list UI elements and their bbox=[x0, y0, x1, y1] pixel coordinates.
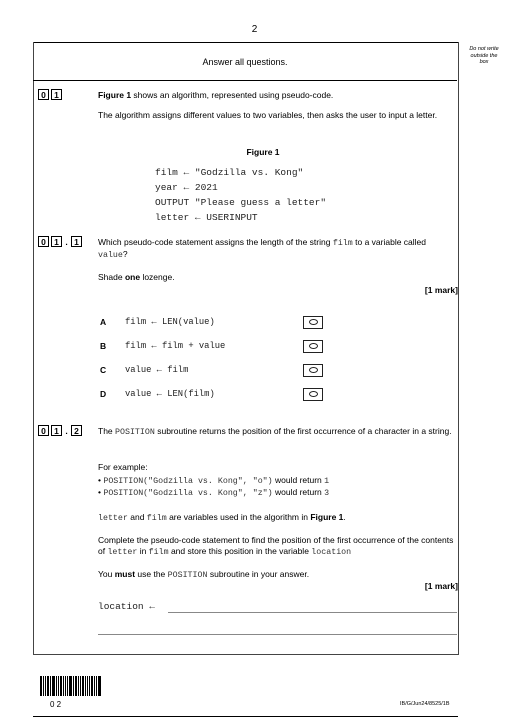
example-returns: would return bbox=[272, 487, 325, 497]
inline-code: POSITION bbox=[115, 428, 155, 437]
instruction-answer-all: Answer all questions. bbox=[202, 57, 288, 67]
barcode-bar bbox=[91, 676, 93, 696]
text-run: shows an algorithm, represented using pseudo-code. bbox=[131, 90, 334, 100]
question-number-01: 0 1 bbox=[38, 89, 64, 100]
text-run: must bbox=[114, 569, 136, 579]
text-run: lozenge. bbox=[140, 272, 175, 282]
q012-vars-note bbox=[98, 512, 458, 524]
inline-code: film bbox=[332, 239, 353, 248]
text-run: one bbox=[124, 272, 141, 282]
barcode-bar bbox=[75, 676, 77, 696]
example-returns: would return bbox=[272, 475, 325, 485]
q012-example-label: For example: bbox=[98, 462, 148, 472]
barcode bbox=[40, 676, 102, 696]
text-run: The bbox=[98, 426, 116, 436]
q012-task bbox=[98, 535, 456, 558]
bullet: • bbox=[98, 487, 104, 497]
q011-mark: [1 mark] bbox=[424, 285, 458, 295]
text-run: and bbox=[127, 512, 147, 522]
barcode-bar bbox=[40, 676, 42, 696]
barcode-bar bbox=[45, 676, 46, 696]
option-letter: C bbox=[100, 365, 107, 375]
barcode-bar bbox=[58, 676, 59, 696]
text-run: . bbox=[343, 512, 346, 522]
text-run: subroutine in your answer. bbox=[207, 569, 310, 579]
lozenge-oval bbox=[309, 367, 318, 373]
q01-intro bbox=[98, 90, 458, 101]
text-run: are variables used in the algorithm in bbox=[166, 512, 311, 522]
barcode-bar bbox=[89, 676, 90, 696]
barcode-bar bbox=[63, 676, 64, 696]
barcode-bar bbox=[60, 676, 62, 696]
barcode-bar bbox=[69, 676, 72, 696]
code-line: year ← 2021 bbox=[155, 182, 218, 193]
question-number-01-1: 0 1 . 1 bbox=[38, 236, 84, 247]
answer-lozenge[interactable] bbox=[303, 364, 323, 377]
barcode-bar bbox=[96, 676, 97, 696]
figure-1-code bbox=[155, 167, 326, 227]
example-call: POSITION("Godzilla vs. Kong", "z") bbox=[103, 489, 273, 498]
text-run: Figure 1 bbox=[310, 512, 344, 522]
option-letter: B bbox=[100, 341, 107, 351]
lozenge-oval bbox=[309, 391, 318, 397]
inline-code: letter bbox=[107, 548, 138, 557]
option-text: value ← LEN(film) bbox=[125, 389, 215, 399]
bottom-rule bbox=[33, 716, 458, 717]
inline-code: letter bbox=[98, 514, 128, 523]
barcode-bar bbox=[80, 676, 81, 696]
barcode-bar bbox=[56, 676, 57, 696]
inline-code: film bbox=[146, 514, 167, 523]
inline-code: value bbox=[98, 251, 123, 260]
option-row bbox=[100, 382, 340, 406]
barcode-bar bbox=[82, 676, 84, 696]
answer-lozenge[interactable] bbox=[303, 316, 323, 329]
barcode-bar bbox=[65, 676, 66, 696]
barcode-bar bbox=[78, 676, 79, 696]
answer-line[interactable] bbox=[98, 634, 457, 635]
answer-line[interactable] bbox=[168, 612, 457, 613]
option-text: value ← film bbox=[125, 365, 189, 375]
answer-prefix: location ← bbox=[98, 601, 156, 612]
barcode-bar bbox=[94, 676, 95, 696]
inline-code: film bbox=[148, 548, 169, 557]
q011-question bbox=[98, 237, 443, 261]
code-line: letter ← USERINPUT bbox=[155, 212, 258, 223]
text-run: subroutine returns the position of the first occurrence of a character in a string. bbox=[154, 426, 452, 436]
page-number: 2 bbox=[251, 24, 258, 35]
text-run: use the bbox=[135, 569, 168, 579]
q01-description: The algorithm assigns different values to two variables, then asks the user to input a letter. bbox=[98, 110, 438, 120]
code-line: film ← "Godzilla vs. Kong" bbox=[155, 167, 304, 178]
barcode-bar bbox=[85, 676, 86, 696]
text-run: Shade bbox=[98, 272, 125, 282]
text-run: ? bbox=[122, 249, 128, 259]
code-line: OUTPUT "Please guess a letter" bbox=[155, 197, 327, 208]
example-call: POSITION("Godzilla vs. Kong", "o") bbox=[103, 477, 273, 486]
question-number-01-2: 0 1 . 2 bbox=[38, 425, 84, 436]
barcode-bar bbox=[73, 676, 74, 696]
option-row bbox=[100, 334, 340, 358]
bullet: • bbox=[98, 475, 104, 485]
answer-lozenge[interactable] bbox=[303, 340, 323, 353]
text-run: Which pseudo-code statement assigns the length of the string bbox=[98, 237, 333, 247]
inline-code: POSITION bbox=[167, 571, 208, 580]
option-text: film ← LEN(value) bbox=[125, 317, 215, 327]
q012-mark: [1 mark] bbox=[424, 581, 458, 591]
option-row bbox=[100, 310, 340, 334]
text-run: to a variable called bbox=[352, 237, 427, 247]
figure-1-title: Figure 1 bbox=[246, 147, 280, 157]
barcode-bar bbox=[67, 676, 68, 696]
option-letter: D bbox=[100, 389, 107, 399]
option-text: film ← film + value bbox=[125, 341, 226, 351]
barcode-bar bbox=[47, 676, 49, 696]
text-run: You bbox=[98, 569, 115, 579]
margin-note: Do not write outside the box bbox=[469, 46, 499, 65]
q012-examples bbox=[98, 475, 458, 499]
barcode-bar bbox=[52, 676, 55, 696]
lozenge-oval bbox=[309, 343, 318, 349]
text-run: in bbox=[137, 546, 149, 556]
q012-intro bbox=[98, 426, 453, 438]
option-row bbox=[100, 358, 340, 382]
answer-lozenge[interactable] bbox=[303, 388, 323, 401]
lozenge-oval bbox=[309, 319, 318, 325]
example-value: 3 bbox=[324, 489, 330, 498]
text-run: Complete the pseudo-code statement to find the position of the first occurrence of the contents of bbox=[98, 535, 454, 556]
q011-instruction bbox=[98, 272, 175, 283]
example-item bbox=[98, 475, 458, 487]
q011-options bbox=[100, 310, 340, 406]
example-item bbox=[98, 487, 458, 499]
barcode-bar bbox=[98, 676, 101, 696]
barcode-number: 0 2 bbox=[50, 700, 62, 709]
q012-must-use bbox=[98, 569, 458, 581]
text-run: Figure 1 bbox=[98, 90, 132, 100]
example-value: 1 bbox=[324, 477, 330, 486]
text-run: and store this position in the variable bbox=[168, 546, 312, 556]
inline-code: location bbox=[311, 548, 352, 557]
barcode-bar bbox=[87, 676, 88, 696]
barcode-bar bbox=[43, 676, 44, 696]
header-rule bbox=[33, 80, 457, 81]
barcode-bar bbox=[50, 676, 51, 696]
option-letter: A bbox=[100, 317, 107, 327]
paper-code: IB/G/Jun24/8525/1B bbox=[400, 701, 450, 707]
